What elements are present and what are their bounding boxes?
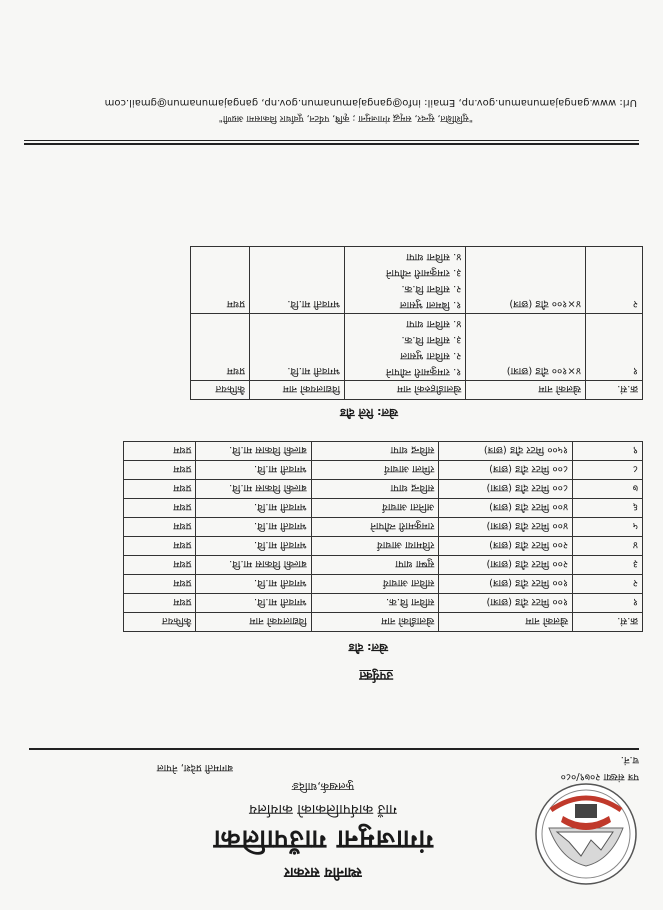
table-cell: ४×१०० दौड (छात्र) (466, 247, 586, 314)
dispatch-number: च.नं. (620, 754, 639, 765)
table-cell: भगवती मा.वि. (196, 537, 311, 556)
table-cell: १५०० मिटर दौड (छात्र) (439, 442, 573, 461)
table-cell: १०० मिटर दौड (छात्रा) (439, 594, 573, 613)
table-cell: ३ (573, 556, 643, 575)
nepal-government-emblem-icon (531, 778, 641, 890)
table-row (124, 442, 643, 461)
table-cell: ४×१०० दौड (छात्रा) (466, 314, 586, 381)
table-cell: १ (573, 594, 643, 613)
team-member: ३. रामकुमारी न्यौपाने (385, 267, 462, 278)
table-cell: बाल्की विकास मा.वि. (196, 442, 311, 461)
table-cell: ५ (573, 518, 643, 537)
province-address: बागमती प्रदेश, नेपाल (156, 762, 233, 773)
column-header: खेलको नाम (466, 381, 586, 400)
table-row (124, 480, 643, 499)
race-table-caption: खेल: दौड (348, 641, 388, 654)
table-row (191, 247, 643, 314)
table-cell: ४०० मिटर दौड (छात्र) (439, 499, 573, 518)
team-members-list (349, 315, 461, 379)
table-row (124, 537, 643, 556)
organization-title: गंगाजमुना गाउँपालिका (212, 824, 434, 854)
table-cell: भगवती मा.वि. (250, 314, 345, 381)
table-cell: प्रथम (124, 442, 196, 461)
office-slogan: "सुशिक्षित, सुन्दर, समृद्ध गंगाजमुना ; कृषि, पर्यटन, पूर्वाधार विकासमा अग्रणी" (218, 113, 473, 123)
table-cell: प्रथम (124, 575, 196, 594)
table-cell: १०० मिटर दौड (छात्र) (439, 575, 573, 594)
office-location: फुलखर्क,धादिङ (291, 780, 355, 793)
table-cell: प्रथम (124, 499, 196, 518)
team-member: २. सविना वि.क. (401, 283, 462, 294)
team-member: १. बिमला भुसाल (399, 299, 462, 310)
table-header-row (124, 613, 643, 632)
table-cell: ८०० मिटर दौड (छात्रा) (439, 480, 573, 499)
relay-results-table (190, 246, 643, 400)
column-header: खेलको नाम (439, 613, 573, 632)
footer-divider-thin (24, 140, 639, 141)
reference-number: पत्र संख्या २०७९/०८० (560, 771, 639, 782)
race-results-table (123, 441, 643, 632)
table-cell: सविता आचार्य (311, 575, 439, 594)
team-members-cell (345, 314, 466, 381)
table-row (124, 461, 643, 480)
table-cell: बाल्की विकास मा.वि. (196, 480, 311, 499)
team-member: ३. सविना वि.क. (401, 334, 462, 345)
table-cell: ४ (573, 537, 643, 556)
column-header: विद्यालयको नाम (196, 613, 311, 632)
team-members-list (349, 248, 461, 312)
table-row (124, 556, 643, 575)
footer-divider (24, 143, 639, 145)
table-cell: २०० मिटर दौड (छात्रा) (439, 556, 573, 575)
relay-table-caption: खेल: रिले दौड (340, 406, 398, 419)
table-cell: प्रथम (124, 594, 196, 613)
table-cell: २ (573, 575, 643, 594)
column-header: खेलाडीको नाम (311, 613, 439, 632)
column-header: क्र.सं. (573, 613, 643, 632)
table-cell: प्रथम (124, 518, 196, 537)
table-cell: ६ (573, 499, 643, 518)
table-cell: प्रथम (124, 537, 196, 556)
team-member: २. सविता भुसाल (400, 350, 462, 361)
letterhead (173, 779, 473, 882)
table-row (124, 499, 643, 518)
table-cell: ७ (573, 480, 643, 499)
table-cell: सविन्द्र थापा (311, 442, 439, 461)
table-cell: १ (586, 314, 643, 381)
table-cell: रमिला आचार्य (311, 461, 439, 480)
table-cell: सुष्मा थापा (311, 556, 439, 575)
table-cell: अनिता आचार्य (311, 499, 439, 518)
table-cell: भगवती मा.वि. (196, 518, 311, 537)
table-cell: भगवती मा.वि. (196, 461, 311, 480)
table-header-row (191, 381, 643, 400)
table-cell: सविना वि.क. (311, 594, 439, 613)
column-header: विद्यालयको नाम (250, 381, 345, 400)
column-header: कैफियत (191, 381, 250, 400)
subject-heading: उपर्युक्त (359, 669, 393, 683)
table-cell: रविमाया आचार्य (311, 537, 439, 556)
table-cell: प्रथम (124, 556, 196, 575)
table-cell: २ (586, 247, 643, 314)
header-divider (29, 748, 639, 750)
team-member: १. रामकुमारी न्यौपाने (385, 366, 462, 377)
team-members-cell (345, 247, 466, 314)
contact-info: Url: www.gangajamunamun.gov.np, Email: info@gangajamunamun.gov.np, gangajamunamun@gmail.com (104, 97, 637, 108)
table-cell: सविन्द्र थापा (311, 480, 439, 499)
table-cell: ८०० मिटर दौड (छात्र) (439, 461, 573, 480)
table-cell: प्रथम (191, 314, 250, 381)
table-cell: भगवती मा.वि. (196, 499, 311, 518)
table-row (124, 594, 643, 613)
office-subtitle: गाउँ कार्यपालिकाको कार्यालय (249, 801, 397, 817)
column-header: खेलाडीहरुको नाम (345, 381, 466, 400)
table-cell: ४०० मिटर दौड (छात्रा) (439, 518, 573, 537)
table-cell: २०० मिटर दौड (छात्र) (439, 537, 573, 556)
table-cell: ९ (573, 442, 643, 461)
table-row (191, 314, 643, 381)
table-cell: भगवती मा.वि. (250, 247, 345, 314)
team-member: ४. सविना थापा (406, 318, 462, 329)
team-member: ४. सविना थापा (406, 251, 462, 262)
column-header: क्र.सं. (586, 381, 643, 400)
column-header: कैफियत (124, 613, 196, 632)
table-cell: ८ (573, 461, 643, 480)
table-cell: प्रथम (124, 480, 196, 499)
table-row (124, 518, 643, 537)
table-cell: रामकुमारी न्यौपाने (311, 518, 439, 537)
table-cell: भगवती मा.वि. (196, 594, 311, 613)
table-cell: प्रथम (191, 247, 250, 314)
table-row (124, 575, 643, 594)
table-cell: बाल्की विकास मा.वि. (196, 556, 311, 575)
table-cell: भगवती मा.वि. (196, 575, 311, 594)
table-cell: प्रथम (124, 461, 196, 480)
government-title: स्थानीय सरकार (284, 864, 362, 880)
